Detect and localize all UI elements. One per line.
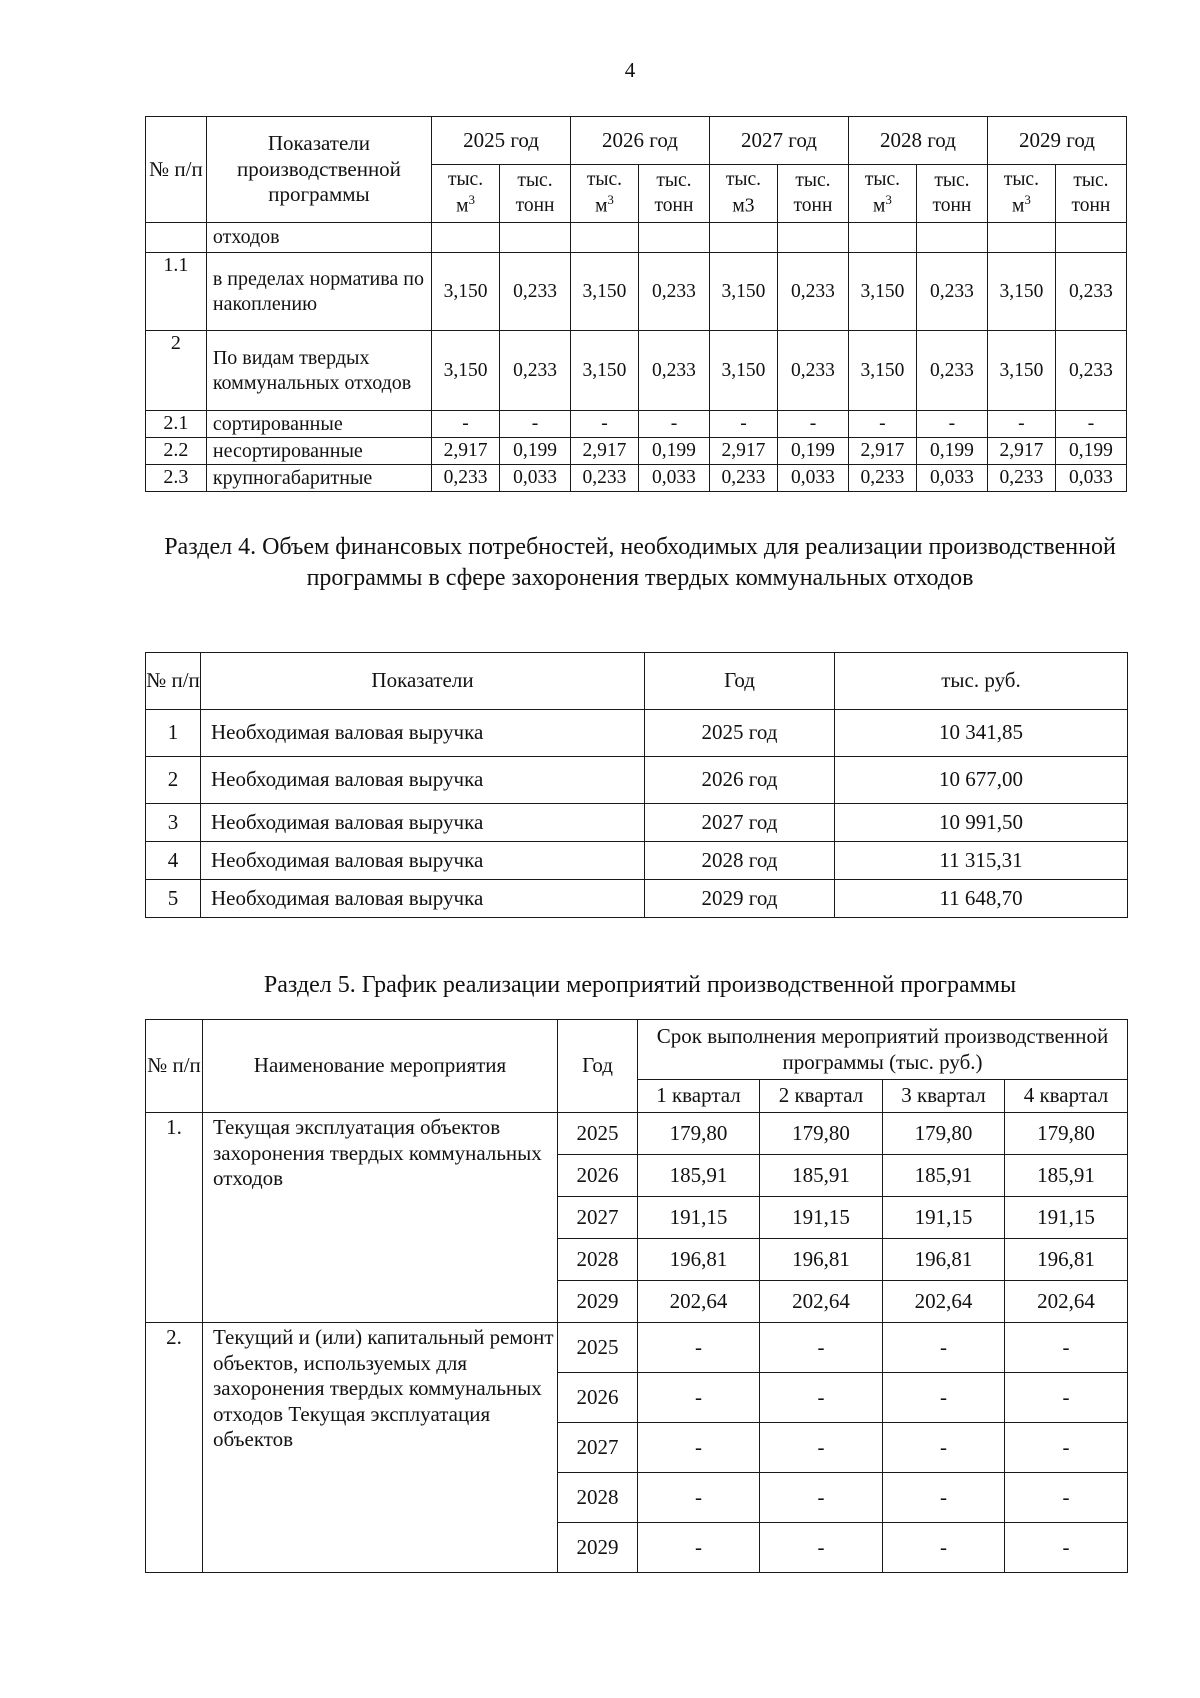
activity-name: Текущий и (или) капитальный ремонт объектов, используемых для захоронения твердых коммунальных отходов Текущая эксплуатация объектов bbox=[203, 1323, 558, 1573]
table-row bbox=[146, 438, 1127, 465]
unit-volume bbox=[848, 165, 916, 223]
value-cell: 0,233 bbox=[500, 253, 571, 331]
table-row bbox=[146, 223, 1127, 253]
column-header-year: Год bbox=[558, 1020, 638, 1113]
year-cell: 2029 год bbox=[645, 880, 835, 918]
unit-label: м bbox=[873, 195, 886, 217]
unit-superscript: 3 bbox=[607, 192, 614, 208]
value-cell: - bbox=[1055, 411, 1126, 438]
table-row bbox=[146, 331, 1127, 411]
value-cell: 11 315,31 bbox=[835, 842, 1128, 880]
unit-label: тыс. bbox=[586, 168, 623, 190]
value-cell: 3,150 bbox=[571, 253, 639, 331]
value-cell: - bbox=[500, 411, 571, 438]
row-label: Необходимая валовая выручка bbox=[201, 757, 645, 804]
value-cell: 3,150 bbox=[432, 253, 500, 331]
quarter-value-cell: - bbox=[883, 1473, 1005, 1523]
row-number: 2 bbox=[146, 757, 201, 804]
value-cell: - bbox=[987, 411, 1055, 438]
unit-superscript: 3 bbox=[468, 192, 475, 208]
column-header-indicator: Показатели производственной программы bbox=[206, 117, 431, 223]
value-cell: 10 991,50 bbox=[835, 804, 1128, 842]
quarter-value-cell: - bbox=[638, 1523, 760, 1573]
value-cell: 11 648,70 bbox=[835, 880, 1128, 918]
section-5-title: Раздел 5. График реализации мероприятий производственной программы bbox=[263, 972, 1017, 998]
quarter-value-cell: 202,64 bbox=[883, 1281, 1005, 1323]
year-cell: 2029 bbox=[558, 1281, 638, 1323]
quarter-value-cell: 196,81 bbox=[883, 1239, 1005, 1281]
unit-mass: тыс. тонн bbox=[500, 165, 571, 223]
value-cell: - bbox=[916, 411, 987, 438]
column-header-no: № п/п bbox=[146, 117, 207, 223]
row-label: в пределах норматива по накоплению bbox=[206, 253, 431, 331]
row-label: крупногабаритные bbox=[206, 465, 431, 492]
value-cell bbox=[848, 223, 916, 253]
unit-volume bbox=[571, 165, 639, 223]
quarter-value-cell: 179,80 bbox=[760, 1113, 883, 1155]
unit-mass: тыс. тонн bbox=[638, 165, 709, 223]
year-cell: 2027 bbox=[558, 1423, 638, 1473]
production-program-table bbox=[145, 116, 1127, 492]
value-cell bbox=[432, 223, 500, 253]
quarter-value-cell: 179,80 bbox=[638, 1113, 760, 1155]
value-cell: - bbox=[777, 411, 848, 438]
unit-volume bbox=[709, 165, 777, 223]
value-cell: 2,917 bbox=[571, 438, 639, 465]
value-cell: 0,233 bbox=[1055, 253, 1126, 331]
value-cell: 0,233 bbox=[987, 465, 1055, 492]
value-cell: 10 341,85 bbox=[835, 710, 1128, 757]
column-header-year: 2027 год bbox=[709, 117, 848, 165]
column-header-indicator: Показатели bbox=[201, 653, 645, 710]
quarter-value-cell: - bbox=[760, 1323, 883, 1373]
table-row bbox=[146, 880, 1128, 918]
value-cell: 2,917 bbox=[432, 438, 500, 465]
value-cell bbox=[571, 223, 639, 253]
unit-volume bbox=[987, 165, 1055, 223]
row-label: Необходимая валовая выручка bbox=[201, 842, 645, 880]
quarter-value-cell: 202,64 bbox=[1005, 1281, 1128, 1323]
year-cell: 2026 год bbox=[645, 757, 835, 804]
value-cell: 3,150 bbox=[848, 253, 916, 331]
quarter-value-cell: 202,64 bbox=[760, 1281, 883, 1323]
quarter-value-cell: 185,91 bbox=[760, 1155, 883, 1197]
unit-label: м bbox=[595, 195, 608, 217]
value-cell: 0,233 bbox=[638, 331, 709, 411]
unit-superscript: 3 bbox=[1024, 192, 1031, 208]
column-header-quarter: 1 квартал bbox=[638, 1080, 760, 1113]
value-cell: 0,199 bbox=[638, 438, 709, 465]
year-cell: 2025 год bbox=[645, 710, 835, 757]
value-cell: 0,033 bbox=[916, 465, 987, 492]
value-cell: 3,150 bbox=[571, 331, 639, 411]
quarter-value-cell: 185,91 bbox=[638, 1155, 760, 1197]
quarter-value-cell: 191,15 bbox=[1005, 1197, 1128, 1239]
value-cell: 0,199 bbox=[1055, 438, 1126, 465]
value-cell: 0,233 bbox=[916, 331, 987, 411]
value-cell: 3,150 bbox=[709, 253, 777, 331]
quarter-value-cell: - bbox=[883, 1523, 1005, 1573]
value-cell: 0,199 bbox=[916, 438, 987, 465]
year-cell: 2027 год bbox=[645, 804, 835, 842]
quarter-value-cell: - bbox=[1005, 1373, 1128, 1423]
quarter-value-cell: 196,81 bbox=[638, 1239, 760, 1281]
value-cell: 0,233 bbox=[777, 253, 848, 331]
quarter-value-cell: - bbox=[760, 1423, 883, 1473]
year-cell: 2029 bbox=[558, 1523, 638, 1573]
year-cell: 2025 bbox=[558, 1113, 638, 1155]
quarter-value-cell: 196,81 bbox=[760, 1239, 883, 1281]
row-label: сортированные bbox=[206, 411, 431, 438]
unit-label: тыс. bbox=[447, 168, 484, 190]
quarter-value-cell: 185,91 bbox=[1005, 1155, 1128, 1197]
value-cell: 0,233 bbox=[638, 253, 709, 331]
value-cell: 3,150 bbox=[987, 331, 1055, 411]
quarter-value-cell: 202,64 bbox=[638, 1281, 760, 1323]
value-cell bbox=[709, 223, 777, 253]
value-cell: 0,233 bbox=[432, 465, 500, 492]
year-cell: 2028 bbox=[558, 1473, 638, 1523]
column-header-year: 2029 год bbox=[987, 117, 1126, 165]
column-header-year: Год bbox=[645, 653, 835, 710]
quarter-value-cell: 179,80 bbox=[883, 1113, 1005, 1155]
table-row bbox=[146, 253, 1127, 331]
column-header-name: Наименование мероприятия bbox=[203, 1020, 558, 1113]
quarter-value-cell: 185,91 bbox=[883, 1155, 1005, 1197]
quarter-value-cell: 191,15 bbox=[883, 1197, 1005, 1239]
value-cell: 0,199 bbox=[500, 438, 571, 465]
row-label: Необходимая валовая выручка bbox=[201, 880, 645, 918]
row-label: Необходимая валовая выручка bbox=[201, 710, 645, 757]
quarter-value-cell: 191,15 bbox=[760, 1197, 883, 1239]
year-cell: 2026 bbox=[558, 1155, 638, 1197]
value-cell: 0,033 bbox=[1055, 465, 1126, 492]
value-cell: 10 677,00 bbox=[835, 757, 1128, 804]
quarter-value-cell: - bbox=[1005, 1323, 1128, 1373]
table-row bbox=[146, 1323, 1128, 1373]
column-header-year: 2028 год bbox=[848, 117, 987, 165]
year-cell: 2028 bbox=[558, 1239, 638, 1281]
row-label: По видам твердых коммунальных отходов bbox=[206, 331, 431, 411]
year-cell: 2025 bbox=[558, 1323, 638, 1373]
year-cell: 2028 год bbox=[645, 842, 835, 880]
quarter-value-cell: - bbox=[760, 1473, 883, 1523]
financial-needs-table bbox=[145, 652, 1128, 918]
row-number: 1 bbox=[146, 710, 201, 757]
row-number: 2.1 bbox=[146, 411, 207, 438]
quarter-value-cell: 196,81 bbox=[1005, 1239, 1128, 1281]
column-header-quarter: 4 квартал bbox=[1005, 1080, 1128, 1113]
value-cell: 0,033 bbox=[638, 465, 709, 492]
schedule-table bbox=[145, 1019, 1128, 1573]
value-cell: - bbox=[709, 411, 777, 438]
value-cell: 0,233 bbox=[571, 465, 639, 492]
quarter-value-cell: 179,80 bbox=[1005, 1113, 1128, 1155]
value-cell: 2,917 bbox=[987, 438, 1055, 465]
quarter-value-cell: - bbox=[883, 1423, 1005, 1473]
value-cell bbox=[777, 223, 848, 253]
column-header-quarter: 3 квартал bbox=[883, 1080, 1005, 1113]
value-cell bbox=[916, 223, 987, 253]
table-row bbox=[146, 710, 1128, 757]
quarter-value-cell: - bbox=[883, 1373, 1005, 1423]
value-cell: 0,033 bbox=[777, 465, 848, 492]
value-cell bbox=[638, 223, 709, 253]
row-number: 2. bbox=[146, 1323, 203, 1573]
unit-mass: тыс. тонн bbox=[777, 165, 848, 223]
unit-superscript: 3 bbox=[885, 192, 892, 208]
value-cell: - bbox=[432, 411, 500, 438]
unit-label: м bbox=[456, 195, 469, 217]
column-header-year: 2026 год bbox=[571, 117, 710, 165]
quarter-value-cell: - bbox=[760, 1523, 883, 1573]
value-cell: - bbox=[848, 411, 916, 438]
value-cell: - bbox=[571, 411, 639, 438]
quarter-value-cell: - bbox=[883, 1323, 1005, 1373]
value-cell: 0,233 bbox=[916, 253, 987, 331]
column-header-quarter: 2 квартал bbox=[760, 1080, 883, 1113]
quarter-value-cell: - bbox=[1005, 1523, 1128, 1573]
value-cell: 3,150 bbox=[432, 331, 500, 411]
value-cell: 2,917 bbox=[848, 438, 916, 465]
row-number bbox=[146, 223, 207, 253]
unit-label: тыс. bbox=[1003, 168, 1039, 190]
table-row bbox=[146, 842, 1128, 880]
year-cell: 2027 bbox=[558, 1197, 638, 1239]
row-number: 5 bbox=[146, 880, 201, 918]
quarter-value-cell: - bbox=[1005, 1423, 1128, 1473]
quarter-value-cell: - bbox=[638, 1423, 760, 1473]
value-cell bbox=[1055, 223, 1126, 253]
row-number: 4 bbox=[146, 842, 201, 880]
value-cell bbox=[500, 223, 571, 253]
row-label: отходов bbox=[206, 223, 431, 253]
value-cell: 3,150 bbox=[848, 331, 916, 411]
table-row bbox=[146, 411, 1127, 438]
row-number: 2.2 bbox=[146, 438, 207, 465]
value-cell: 0,233 bbox=[1055, 331, 1126, 411]
value-cell: 2,917 bbox=[709, 438, 777, 465]
unit-volume bbox=[432, 165, 500, 223]
quarter-value-cell: - bbox=[1005, 1473, 1128, 1523]
row-number: 1. bbox=[146, 1113, 203, 1323]
row-number: 3 bbox=[146, 804, 201, 842]
table-row bbox=[146, 804, 1128, 842]
unit-label: тыс. bbox=[864, 168, 900, 190]
value-cell: 3,150 bbox=[987, 253, 1055, 331]
value-cell: 0,033 bbox=[500, 465, 571, 492]
value-cell: 0,233 bbox=[777, 331, 848, 411]
row-label: Необходимая валовая выручка bbox=[201, 804, 645, 842]
row-number: 2.3 bbox=[146, 465, 207, 492]
row-number: 2 bbox=[146, 331, 207, 411]
value-cell bbox=[987, 223, 1055, 253]
row-label: несортированные bbox=[206, 438, 431, 465]
year-cell: 2026 bbox=[558, 1373, 638, 1423]
column-header-no: № п/п bbox=[146, 653, 201, 710]
unit-label: тыс. bbox=[725, 168, 762, 190]
column-header-value: тыс. руб. bbox=[835, 653, 1128, 710]
value-cell: 0,233 bbox=[848, 465, 916, 492]
row-number: 1.1 bbox=[146, 253, 207, 331]
value-cell: 3,150 bbox=[709, 331, 777, 411]
column-header-year: 2025 год bbox=[432, 117, 571, 165]
unit-mass: тыс. тонн bbox=[916, 165, 987, 223]
quarter-value-cell: - bbox=[638, 1473, 760, 1523]
unit-label: м bbox=[1011, 195, 1025, 217]
quarter-value-cell: - bbox=[760, 1373, 883, 1423]
section-4-title: Раздел 4. Объем финансовых потребностей, необходимых для реализации производственной программы в сфере захоронения твердых коммунальных отходов bbox=[164, 534, 1116, 592]
unit-mass: тыс. тонн bbox=[1055, 165, 1126, 223]
column-header-term: Срок выполнения мероприятий производственной программы (тыс. руб.) bbox=[638, 1020, 1128, 1080]
quarter-value-cell: 191,15 bbox=[638, 1197, 760, 1239]
quarter-value-cell: - bbox=[638, 1373, 760, 1423]
table-row bbox=[146, 1113, 1128, 1155]
table-row bbox=[146, 465, 1127, 492]
value-cell: - bbox=[638, 411, 709, 438]
value-cell: 0,233 bbox=[500, 331, 571, 411]
column-header-no: № п/п bbox=[146, 1020, 203, 1113]
table-row bbox=[146, 757, 1128, 804]
value-cell: 0,199 bbox=[777, 438, 848, 465]
value-cell: 0,233 bbox=[709, 465, 777, 492]
quarter-value-cell: - bbox=[638, 1323, 760, 1373]
unit-label: м3 bbox=[732, 195, 755, 217]
activity-name: Текущая эксплуатация объектов захоронения твердых коммунальных отходов bbox=[203, 1113, 558, 1323]
page-number: 4 bbox=[624, 58, 636, 82]
